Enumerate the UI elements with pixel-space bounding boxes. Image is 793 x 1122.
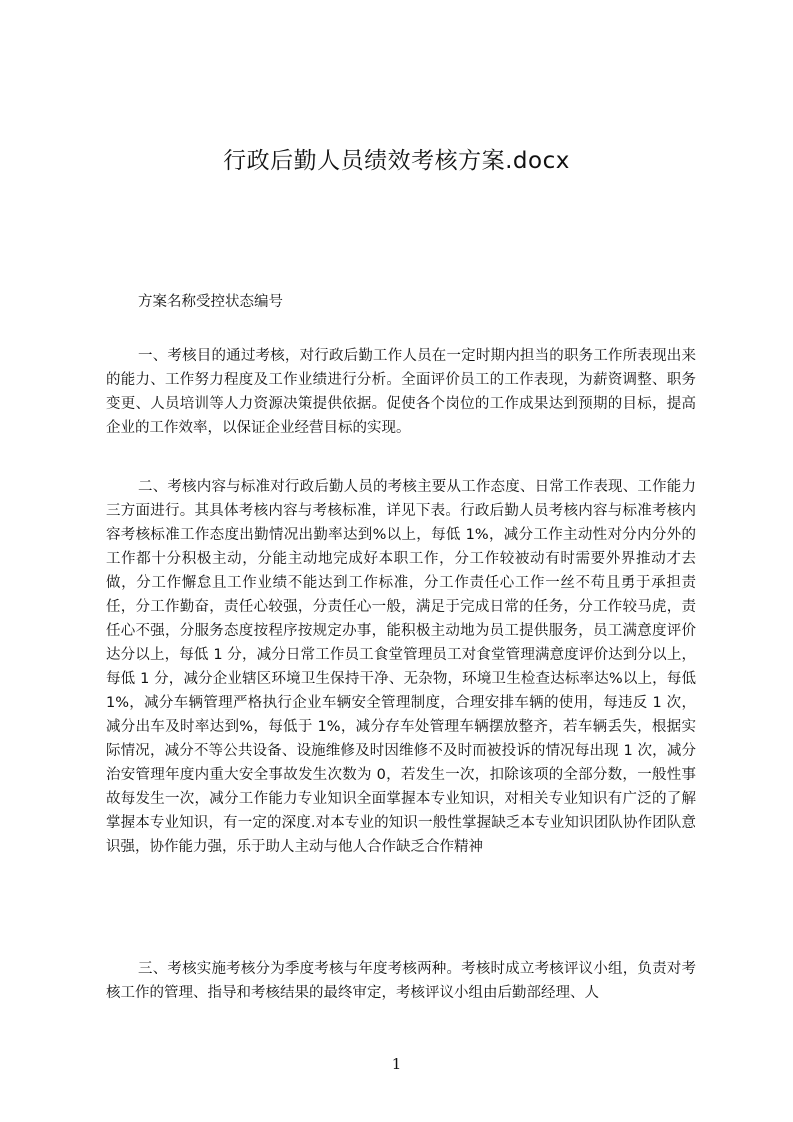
page-number: 1 [391, 1055, 402, 1073]
document-subheading: 方案名称受控状态编号 [138, 294, 283, 310]
paragraph-content-standards: 二、考核内容与标准对行政后勤人员的考核主要从工作态度、日常工作表现、工作能力三方面进行。其具体考核内容与考核标准，详见下表。行政后勤人员考核内容与标准考核内容考核标准工作态度出勤情况出勤率达到%以上，每低 1%，减分工作主动性对分内分外的工作都十分积极主动，分能主动地完成好本职工作，分工作较被动有时需要外界推动才去做，分工作懈怠且工作业绩不能达到工作标准，分工作责任心工作一丝不苟且勇于承担责任，分工作勤奋，责任心较强，分责任心一般，满足于完成日常的任务，分工作较马虎，责任心不强，分服务态度按程序按规定办事，能积极主动地为员工提供服务，员工满意度评价达分以上，每低 1 分，减分日常工作员工食堂管理员工对食堂管理满意度评价达到分以上，每低 1 分，减分企业辖区环境卫生保持干净、无杂物，环境卫生检查达标率达%以上，每低 1%，减分车辆管理严格执行企业车辆安全管理制度，合理安排车辆的使用，每违反 1 次，减分出车及时率达到%，每低于 1%，减分存车处管理车辆摆放整齐，若车辆丢失，根据实际情况，减分不等公共设备、设施维修及时因维修不及时而被投诉的情况每出现 1 次，减分治安管理年度内重大安全事故发生次数为 0，若发生一次，扣除该项的全部分数，一般性事故每发生一次，减分工作能力专业知识全面掌握本专业知识，对相关专业知识有广泛的了解掌握本专业知识，有一定的深度.对本专业的知识一般性掌握缺乏本专业知识团队协作团队意识强，协作能力强，乐于助人主动与他人合作缺乏合作精神 [106, 479, 696, 855]
paragraph-implementation: 三、考核实施考核分为季度考核与年度考核两种。考核时成立考核评议小组，负责对考核工作的管理、指导和考核结果的最终审定，考核评议小组由后勤部经理、人 [106, 961, 696, 1001]
paragraph-purpose: 一、考核目的通过考核，对行政后勤工作人员在一定时期内担当的职务工作所表现出来的能力、工作努力程度及工作业绩进行分析。全面评价员工的工作表现，为薪资调整、职务变更、人员培训等人力资源决策提供依据。促使各个岗位的工作成果达到预期的目标，提高企业的工作效率，以保证企业经营目标的实现。 [106, 348, 696, 436]
document-title: 行政后勤人员绩效考核方案.docx [223, 148, 570, 174]
